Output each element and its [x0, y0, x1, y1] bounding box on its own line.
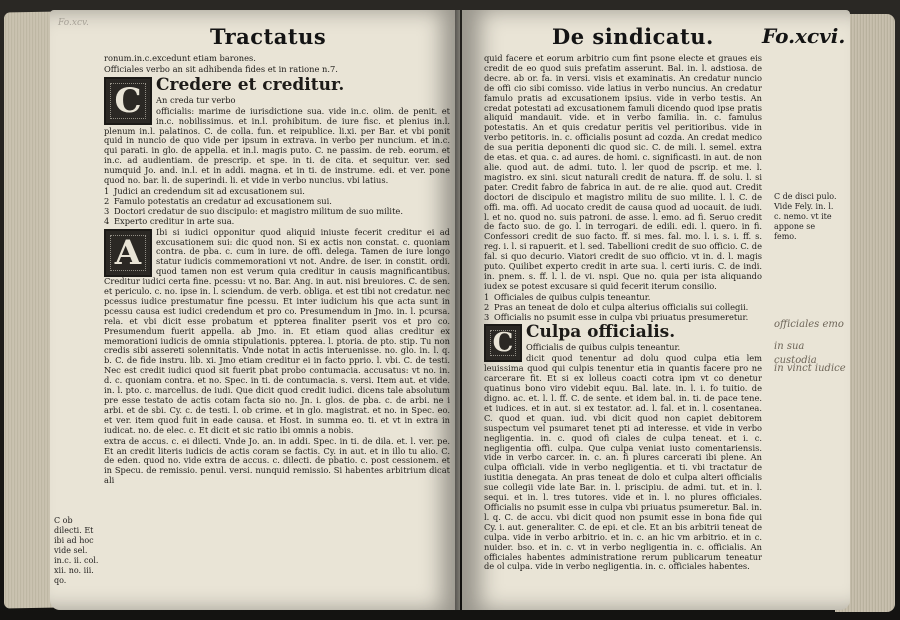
paragraph: quid facere et eorum arbitrio cum fint psone electe et graues eis credit de eo quod suis prefatim asserunt. Bal. in. l. adstiosa. de decre. ab or. fa. in versi. visis et examinatis. An credatur nuncio de offi cio sibi comisso. vide latius in verbo nuncius. An credatur famulo pratis ad excusationem ipsius. vide in verbo testis. An credat potestati ad excusationem famuli dicendo quod ipse pratis aliquid mandauit. vide. et in verbo familia. in. c. famulus potestatis. An et quis credatur peritis vel peritioribus. vide in verbo petitoris. in. c. officialis posunt ad cozda. An credat medico de sua peritia deponenti dic quod sic. C. de mili. l. semel. extra de etas. et qua. c. ad aures. de homi. c. significasti. in aut. de non alie. quod aut. de admi. tuto. l. ler quod de pscrip. et me. l. magistro. ex sini. sicut naturali credit de natura. ff. de solu. l. si pater. Credit fabro de fabrica in aut. de re alie. quod aut. Credit doctori de discipulo et magistro militu de suo milite. l. l. C. de offi. ma. offi. Ad uocato credit de causa quod ad uocauit. de iudi. l. et no. quod no. suis patroni. de asse. l. emo. ad fi. Seruo credit de facto suo. de go. l. in terrogari. de edili. edi. l. quero. in fi. Confessori credit de suo facto. ff. si mes. fal. mo. l. i. s. i. ff. s. reg. i. l. si rapuerit. et l. sed. Tabellioni credit de suo officio. C. de fal. si quo decurio. Viatori credit de suo officio. vt in. d. l. magis puto. Quilibet experto credit in arte sua. l. certi iuris. C. de indi. in. pnem. s. ff. l. l. de vi. nspi. Que no. quia per ista aliquando iudex se potest excusare si quid fecerit iterum consilio. — [484, 54, 762, 291]
decorated-initial-c: C — [104, 77, 152, 125]
heading-note: Officialis de quibus culpis teneantur. — [526, 342, 681, 353]
list-item: 1 Officiales de quibus culpis teneantur. — [484, 291, 651, 302]
list-item: 3 Officialis no psumit esse in culpa vbi priuatus presumeretur. — [484, 311, 749, 322]
right-page — [462, 10, 850, 610]
list-item: 4 Experto creditur in arte sua. — [104, 215, 235, 226]
handwritten-annotation: in vinct iudice — [774, 363, 846, 374]
right-margin-note: C de disci pulo. Vide Fely. in. l. c. nemo. vt ite appone se femo. — [774, 192, 837, 241]
paragraph: officialis: marime de iurisdictione sua. vide in.c. olim. de penit. et in.c. nobilissimus. et in.l. prohibitum. de iure fisc. et plenius in.l. plenum in.l. palatinos. C. de colla. fun. et reipublice. li.xi. per Bar. et vbi ponit quid in nuncio de quo vide per ipsum in extrava. in verbo per nuncium. et in.c. qui parati. in glo. de appella. et in.l. magis puto. C. ne passim. de reb. eorum. et in.c. ad audientiam. de prescrip. et spe. in ti. de cita. et sequitur. ver. sed numquid Jo. and. in.l. et in addi. magna. et in ti. de instrume. edi. et ver. pone quod no. bar. li. de superindi. li. et vide in verbo nuncius. vbi latius. — [104, 105, 450, 186]
list-item: 1 Judici an credendum sit ad excusationem sui. — [104, 185, 305, 196]
heading-note: An creda tur verbo — [156, 94, 236, 105]
list-item: 2 Pras an teneat de dolo et culpa alterius officialis sui collegii. — [484, 301, 749, 312]
decorated-initial-a: A — [104, 229, 152, 277]
right-running-head: De sindicatu. — [552, 24, 714, 49]
section-heading-credere: Credere et creditur. — [156, 74, 345, 95]
handwritten-annotation: officiales emo — [774, 319, 844, 330]
section-heading-culpa: Culpa officialis. — [526, 322, 676, 343]
left-text-column — [104, 54, 450, 602]
numbered-list — [104, 187, 450, 227]
paragraph: extra de accus. c. ei dilecti. Vnde Jo. an. in addi. Spec. in ti. de dila. et. l. ver. pe. Et an credit literis iudicis de actis coram se factis. Cy. in aut. et in illo tu alio. C. de eden. quod no. vide extra de accus. c. dilecti. de pbatio. c. post cessionem. et in Specu. de remissio. penul. versi. nunquid remissio. Si habentes arbitrium dicat ali — [104, 435, 450, 486]
handwritten-annotation: in sua custodia — [774, 341, 817, 366]
right-text-column — [484, 54, 762, 602]
paragraph: Ibi si iudici opponitur quod aliquid iniuste fecerit creditur ei ad excusationem sui: dic quod non. Si ex actis non constat. c. quoniam contra. de pba. c. cum in iure. de offi. delega. Tamen de iure longo statur iudicis commemorationi vt not. Andre. de iser. in constit. ordi. quod tamen non est verum quia creditur in causis magnificantibus. Creditur iudici certa fine. pcessu: vt no. Bar. Ang. in aut. nisi breuiores. C. de sen. et periculo. c. no. ipse in. l. sciendum. de verb. obliga. et est tibi not credatur. nec pcessus iudice prestumatur fine pcessu. Et inter iudicium his que acta sunt in pcessu causa est iudici credendum et pro co. Presumendum in Jmo. in. l. pcursa. rela. et vbi dicit esse probatum et ppterea finaliter pserit vos et pro co. Presumendum fuerit appella. ab Jmo. in. Et etiam quod alias creditur ex memorationi iudicis de omnia stipulationis. ppterea. l. ptoria. de pto. stip. Tu non credis sibi assereti solennitatis. Vnde notat in actis interuenisse. no. glo. in. l. q. b. C. de fide instru. lib. xi. Jmo etiam creditur ei in facto pprio. l. vbi. C. de testi. Nec est credit iudici quod sit fuerit pbat probo contumacia. accusatus: vt no. in. d. c. quoniam contra. et no. Spec. in ti. de contumacia. s. versi. Item aut. et vide. in. l. pto. c. marcellus. de iudi. Que dicit quod credit iudici. dicens tale absolutum pre esse testato de actis cotam facta sio no. Jn. i. glos. de pba. c. de arbi. ne i arbi. et de sbi. Cy. c. de testi. l. ob crime. et in glo. magistrat. et no. in Spec. eo. et ver. item quod fuit in eade causa. et Host. in summa eo. ti. et vt in extra in iudicat. no. de elec. c. Et dicit et sic ratio ibi omnis a nobis. — [104, 226, 450, 435]
paragraph: dicit quod tenentur ad dolu quod culpa etia lem leuissima quod qui culpis tenentur etia in quantis facere pro ne carcerare fit. Et si ex lolleus coacti cotra ipm vt co denetur quatinus bono viro videbit equu. Bal. late. in. l. i. fo tuitio. de digno. ac. et. l. l. ff. C. de sente. et idem bal. in. ti. de pace tene. et iudices. et in aut. si ex testator. ad. l. fal. et in. l. cosentanea. C. quod et quan. iud. vbi dicit quod non capiet debitorem suspectum vel psumaret tenet pti ad interesse. et vide in verbo negligentia. in. c. quod ofi ciales de culpa teneat. et i. c. negligentia offi. culpa. Que culpa veniat iusto comentariensis. vide in verbo carcer. in. c. an. fi plures carcerati ibi plene. An culpa officiali. vide in verbo negligentia. et ti. vbi tractatur de iustitia denegata. An pras teneat de dolo et culpa alteri officialis sue collegii vide late Bar. in. l. priscipiu. de admi. tut. et in. l. sequi. et in. l. tres tutores. vide et in. l. no plures officiales. Officialis no psumit esse in culpa vbi priuatus psumeretur. Bal. in. l. q. C. de accu. vbi dicit quod non psumit esse in bona fide qui Cy. i. aut. generaliter. C. de epi. et cle. Et an bis arbitrii teneat de culpa. vide in verbo arbitrio. et in. c. an hic vm arbitrio. et in c. nuider. bso. et in. c. vt in verbo negligentia in. c. officialis. An officiales habentes administratione rerum publicarum teneatur de ol culpa. vide in verbo negligentia. in. c. officiales habentes. — [484, 353, 762, 572]
ghost-folio: Fo.xcv. — [58, 18, 89, 28]
list-item: 2 Famulo potestatis an credatur ad excusationem sui. — [104, 195, 332, 206]
text-line: ronum.in.c.excedunt etiam barones. — [104, 54, 256, 63]
left-margin-note: C ob dilecti. Et ibi ad hoc vide sel. in.c. ii. col. xii. no. iii. qo. — [54, 516, 99, 585]
folio-number: Fo.xcvi. — [762, 24, 846, 48]
text-line: Officiales verbo an sit adhibenda fides et in ratione n.7. — [104, 63, 338, 74]
list-item: 3 Doctori credatur de suo discipulo: et magistro militum de suo milite. — [104, 205, 403, 216]
numbered-list — [484, 293, 762, 323]
decorated-initial-c2: C — [484, 324, 522, 362]
left-running-head: Tractatus — [210, 24, 327, 49]
left-page — [50, 10, 460, 610]
